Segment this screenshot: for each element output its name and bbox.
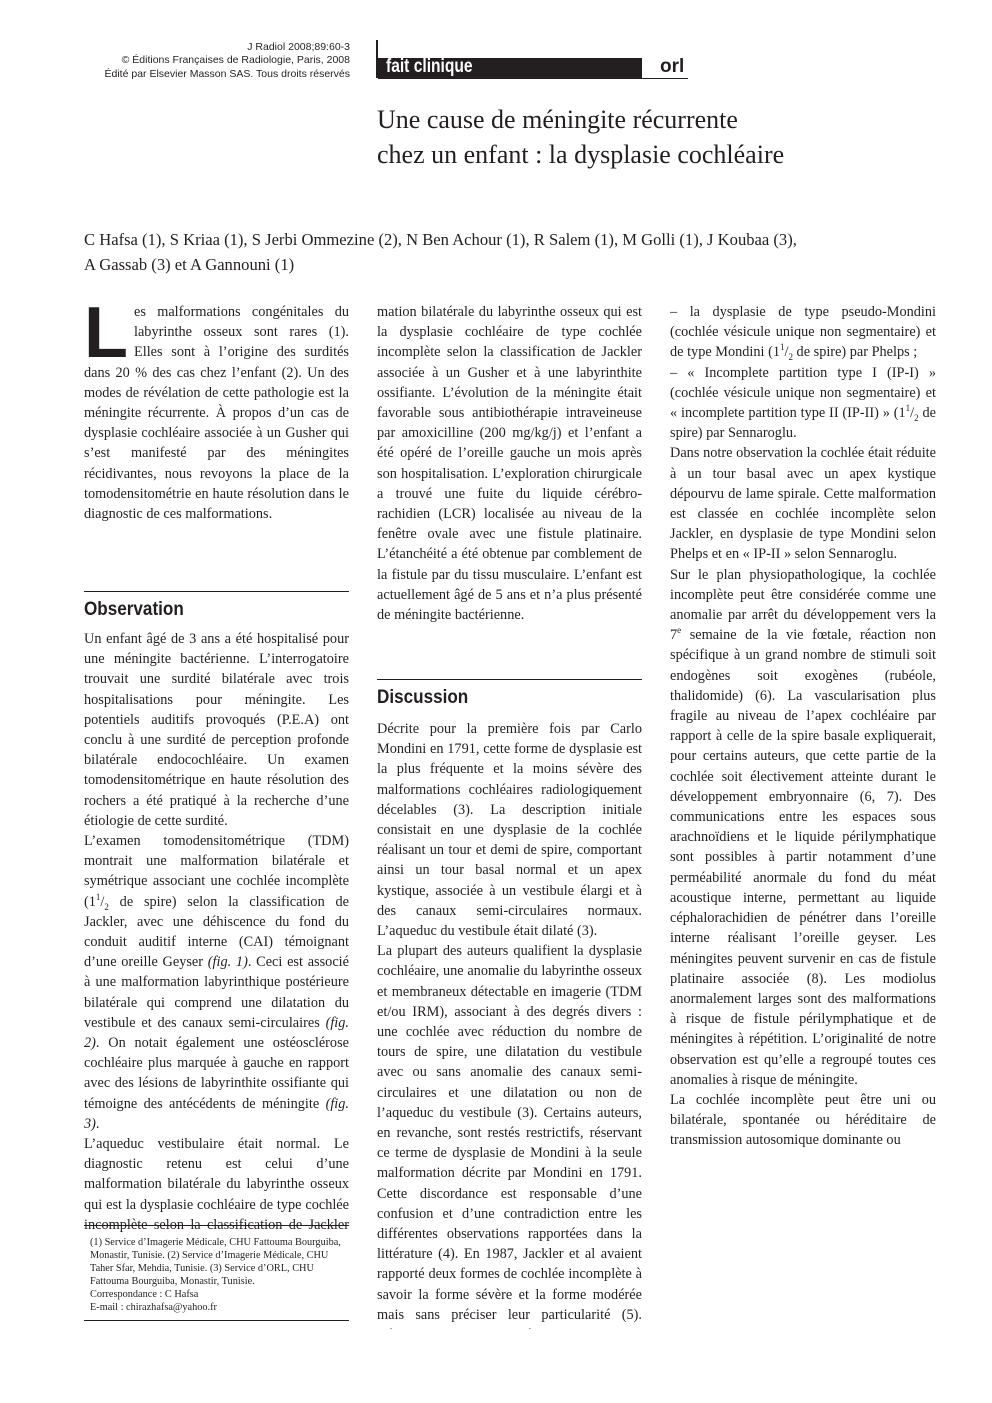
observation-heading-block: [84, 591, 349, 622]
figure-ref-1: (fig. 1): [207, 954, 248, 971]
figure-ref-3: (fig. 3): [84, 1095, 349, 1132]
observation-paragraph-1: Un enfant âgé de 3 ans a été hospitalisé pour une méningite bactérienne. L’interrogatoire trouvait une surdité bilatérale avec trois hospitalisations pour méningite. Les potentiels auditifs provoqués (P.E.A) ont conclu à une surdité de perception profonde bilatérale endocochléaire. Un examen tomodensitométrique en haute résolution des rochers a été pratiqué à la recherche d’une étiologie de cette surdité.: [84, 631, 349, 829]
discussion-heading-block: [377, 679, 642, 710]
discussion-paragraph-2: La plupart des auteurs qualifient la dysplasie cochléaire, une anomalie du labyrinthe osseux et membraneux détectable en imagerie (TDM et/ou IRM), associant à des degrés divers : une cochlée avec réduction du nombre de tours de spire, une dilatation du vestibule avec ou sans anomalie des canaux semi-circulaires et une dilatation ou non de l’aqueduc du vestibule (3). Certains auteurs, en revanche, sont restés restrictifs, réservant ce terme de dysplasie de Mondini à la seule malformation décrite par Mondini en 1791. Cette discordance est responsable d’une confusion et d’une contradiction entre les différentes observations rapportées dans la littérature (4). En 1987, Jackler et al avaient rapporté deux formes de cochlée incomplète à savoir la forme sévère et la forme modérée mais sans préciser leur particularité (5).: [377, 943, 642, 1323]
journal-masthead: [80, 41, 350, 81]
discussion-text-col2: [377, 719, 642, 1329]
column-2: [377, 302, 642, 625]
discussion-paragraph-1: Décrite pour la première fois par Carlo Mondini en 1791, cette forme de dysplasie est la plus fréquente et la moins sévère des malformations cochléaires radiologiquement décelables (3). La description initiale consistait en une dysplasie de la cochlée réalisant un tour et demi de spire, comportant ainsi un tour basal normal et un apex kystique, associée à un vestibule élargi et à des canaux semi-circulaires normaux. L’aqueduc du vestibule était dilaté (3).: [377, 721, 642, 940]
specialty-label: orl: [660, 56, 685, 77]
article-title: [377, 102, 937, 172]
discussion-heading: Discussion: [377, 687, 469, 708]
journal-copyright: © Éditions Françaises de Radiologie, Paris, 2008: [121, 54, 350, 67]
intro-paragraph: [84, 293, 349, 524]
title-line-1: Une cause de méningite récurrente: [377, 105, 738, 134]
observation-rule: [84, 591, 349, 592]
figure-ref-2: (fig. 2): [84, 1014, 349, 1052]
drop-cap: L: [84, 293, 128, 373]
discussion-paragraph-5: La cochlée incomplète peut être uni ou bilatérale, spontanée ou héréditaire de transmission autosomique dominante ou: [670, 1091, 936, 1149]
discussion-rule: [377, 679, 642, 680]
title-line-2: chez un enfant : la dysplasie cochléaire: [377, 140, 785, 169]
specialty-underline: [642, 78, 688, 79]
discussion-paragraph-4: Sur le plan physiopathologique, la cochlée incomplète peut être considérée comme une anomalie par arrêt du développement vers la 7e semaine de la vie fœtale, réaction non spécifique à un grand nombre de stimuli soit endogènes soit exogènes (rubéole, thalidomide) (6). La vascularisation plus fragile au niveau de l’apex cochléaire par rapport à celle de la spire basale expliquerait, pour certains auteurs, que cette partie de la cochlée soit électivement atteinte durant le développement embryonnaire (6, 7). Des communications entre les espaces sous arachnoïdiens et le liquide périlymphatique sont possibles à partir notamment d’une perméabilité anormale du fond du méat acoustique interne, permettant au liquide céphalorachidien de pénétrer dans l’oreille interne réalisant l’oreille geyser. Les méningites peuvent survenir en cas de fistule platinaire associée (8). Les modiolus anormalement larges sont des malformations à risque de fistule périlymphatique et de méningites à répétition. L’originalité de notre observation est qu’elle a regroupé toutes ces anomalies à risque de méningite.: [670, 566, 936, 1088]
observation-paragraph-2: L’examen tomodensitométrique (TDM) montrait une malformation bilatérale et symétrique associant une cochlée incomplète ($1^1/_2$ de spire) selon la classification de Jackler, avec une déhiscence du fond du conduit auditif interne (CAI) témoignant d’une oreille Geyser (fig. 1). Ceci est associé à une malformation labyrinthique postérieure bilatérale qui comprend une dilatation du vestibule et des canaux semi-circulaires (fig. 2). On notait également une ostéosclérose cochléaire plus marquée à gauche en rapport avec des lésions de labyrinthite ossifiante qui témoigne des antécédents de méningite (fig. 3).: [84, 833, 349, 1132]
journal-publisher: Édité par Elsevier Masson SAS. Tous droits réservés: [104, 67, 350, 80]
column-1: [84, 293, 349, 524]
email: E-mail : chirazhafsa@yahoo.fr: [90, 1302, 217, 1313]
fraction-1: $1^1/_2$: [88, 891, 109, 912]
section-label: fait clinique: [386, 56, 473, 77]
observation-continuation: mation bilatérale du labyrinthe osseux qui est la dysplasie cochléaire de type cochlée incomplète selon la classification de Jackler associée à un Gusher et à une labyrinthite ossifiante. L’évolution de la méningite était favorable sous antibiothérapie intraveineuse par amoxicilline (200 mg/kg/j) et l’enfant a été opéré de l’oreille gauche un mois après son hospitalisation. L’exploration chirurgicale a trouvé une fuite du liquide cérébro-rachidien (LCR) localisée au niveau de la fenêtre ovale avec une fistule platinaire. L’étanchéité a été obtenue par comblement de la fistule par du tissu musculaire. L’enfant est actuellement âgé de 5 ans et n’a plus présenté de méningite bactérienne.: [377, 304, 642, 624]
observation-heading: Observation: [84, 599, 184, 620]
journal-citation: J Radiol 2008;89:60-3: [247, 41, 350, 53]
observation-text: [84, 629, 349, 1234]
author-list: [84, 227, 944, 277]
authors-line-2: A Gassab (3) et A Gannouni (1): [84, 255, 295, 274]
discussion-list-item-2: – « Incomplete partition type I (IP-I) » (cochlée vésicule unique non segmentaire) et « incomplete partition type II (IP-II) » ($1^1/_2$ de spire) par Sennaroglu.: [670, 364, 936, 442]
column-3: [670, 302, 936, 1332]
discussion-paragraph-3: Dans notre observation la cochlée était réduite à un tour basal avec un apex kystique dépourvu de lame spirale. Cette malformation est classée en cochlée incomplète selon Jackler, en dysplasie de type Mondini selon Phelps et en « IP-II » selon Sennaroglu.: [670, 445, 936, 563]
affiliations: (1) Service d’Imagerie Médicale, CHU Fattouma Bourguiba, Monastir, Tunisie. (2) Service d’Imagerie Médicale, CHU Taher Sfar, Mehdia, Tunisie. (3) Service d’ORL, CHU Fattouma Bourguiba, Monastir, Tunisie.: [90, 1237, 341, 1287]
discussion-list-item-1: – la dysplasie de type pseudo-Mondini (cochlée vésicule unique non segmentaire) et de type Mondini ($1^1/_2$ de spire) par Phelps ;: [670, 304, 936, 363]
observation-paragraph-3: L’aqueduc vestibulaire était normal. Le diagnostic retenu est celui d’une malformation bilatérale du labyrinthe osseux qui est la dysplasie cochléaire de type cochlée incomplète selon la classification de Jackler: [84, 1136, 349, 1233]
correspondence: Correspondance : C Hafsa: [90, 1289, 199, 1300]
intro-text: es malformations congénitales du labyrinthe osseux sont rares (1). Elles sont à l’origine des surdités dans 20 % des cas chez l’enfant (2). Un des modes de révélation de cette pathologie est la méningite récurrente. À propos d’un cas de dysplasie cochléaire associée à un Gusher qui s’est manifesté par des méningites récidivantes, nous revoyons la place de la tomodensitométrie en haute résolution dans le diagnostic de ces malformations.: [84, 304, 349, 523]
footnote-box: [84, 1225, 349, 1321]
authors-line-1: C Hafsa (1), S Kriaa (1), S Jerbi Ommezine (2), N Ben Achour (1), R Salem (1), M Golli (1), J Koubaa (3),: [84, 230, 797, 249]
